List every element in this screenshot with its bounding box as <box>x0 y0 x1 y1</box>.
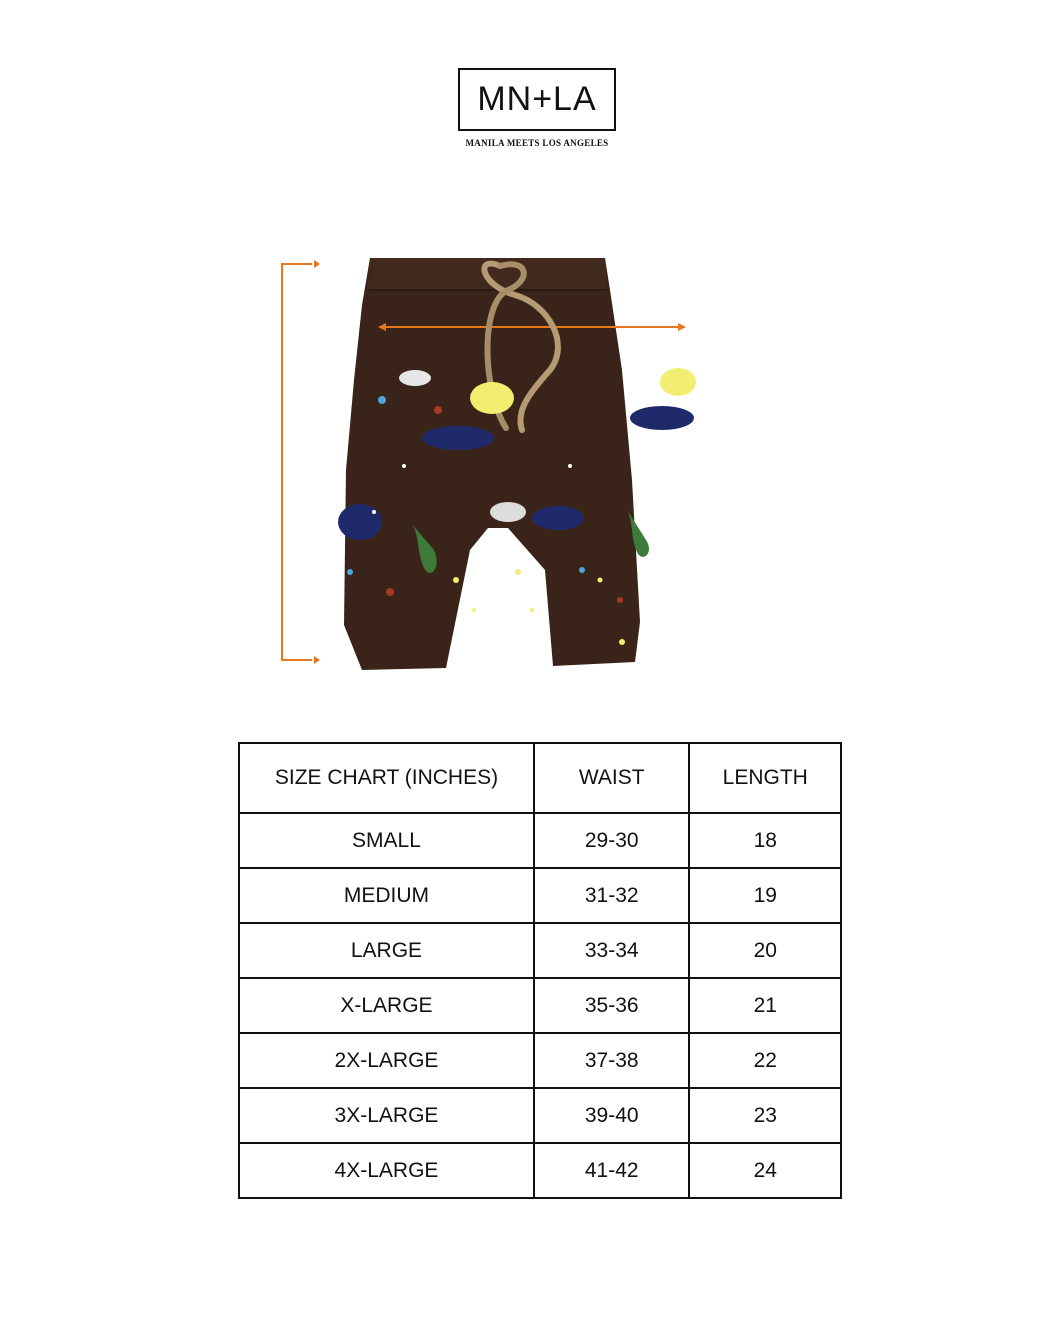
waist-cell: 29-30 <box>534 813 690 868</box>
length-cell: 21 <box>689 978 841 1033</box>
header-length: LENGTH <box>689 743 841 813</box>
waist-cell: 37-38 <box>534 1033 690 1088</box>
waist-cell: 39-40 <box>534 1088 690 1143</box>
table-row <box>239 923 841 978</box>
waist-cell: 33-34 <box>534 923 690 978</box>
size-cell: X-LARGE <box>239 978 534 1033</box>
size-cell: LARGE <box>239 923 534 978</box>
size-cell: MEDIUM <box>239 868 534 923</box>
size-cell: 4X-LARGE <box>239 1143 534 1198</box>
header-size: SIZE CHART (INCHES) <box>239 743 534 813</box>
logo-text: MN+LA <box>477 80 597 118</box>
length-cell: 20 <box>689 923 841 978</box>
table-row <box>239 1033 841 1088</box>
waist-cell: 41-42 <box>534 1143 690 1198</box>
header-waist: WAIST <box>534 743 690 813</box>
table-row <box>239 1143 841 1198</box>
waist-cell: 35-36 <box>534 978 690 1033</box>
length-measurement-arrow <box>282 264 312 660</box>
length-cell: 23 <box>689 1088 841 1143</box>
length-cell: 22 <box>689 1033 841 1088</box>
length-arrow-head-top <box>314 260 320 268</box>
table-row <box>239 1088 841 1143</box>
length-cell: 18 <box>689 813 841 868</box>
size-cell: SMALL <box>239 813 534 868</box>
brand-tagline: MANILA MEETS LOS ANGELES <box>465 138 609 148</box>
size-chart-table <box>238 742 842 1199</box>
table-row <box>239 813 841 868</box>
waist-cell: 31-32 <box>534 868 690 923</box>
shorts-illustration-icon <box>270 250 710 680</box>
length-cell: 24 <box>689 1143 841 1198</box>
length-cell: 19 <box>689 868 841 923</box>
size-cell: 3X-LARGE <box>239 1088 534 1143</box>
length-arrow-head-bottom <box>314 656 320 664</box>
table-row <box>239 978 841 1033</box>
brand-logo <box>458 68 616 131</box>
size-chart-header-row <box>239 743 841 813</box>
table-row <box>239 868 841 923</box>
size-cell: 2X-LARGE <box>239 1033 534 1088</box>
